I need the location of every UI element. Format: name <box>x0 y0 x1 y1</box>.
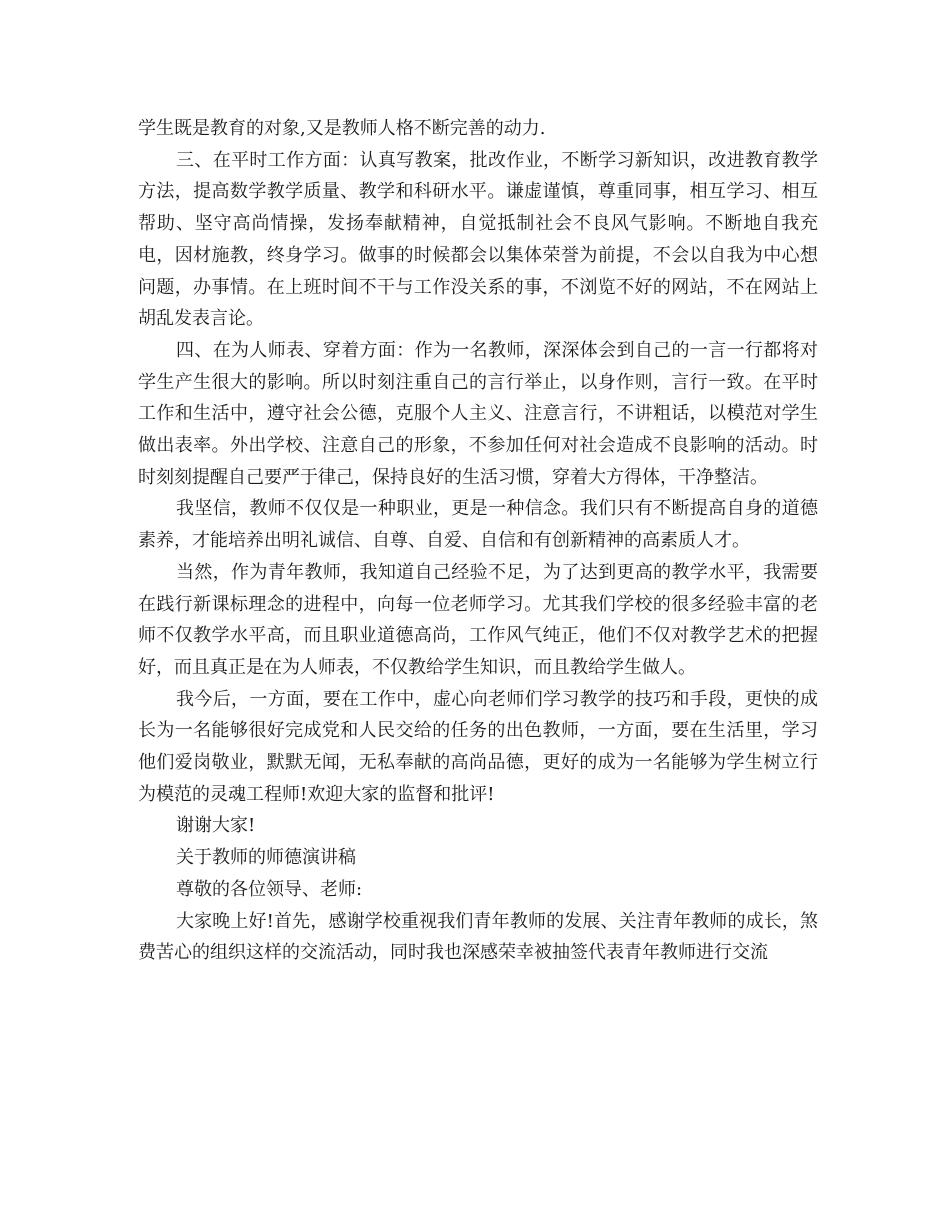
paragraph-10: 大家晚上好!首先，感谢学校重视我们青年教师的发展、关注青年教师的成长，煞费苦心的组织这样的交流活动，同时我也深感荣幸被抽签代表青年教师进行交流 <box>138 910 818 964</box>
paragraph-4: 我坚信，教师不仅仅是一种职业，更是一种信念。我们只有不断提高自身的道德素养，才能培养出明礼诚信、自尊、自爱、自信和有创新精神的高素质人才。 <box>138 498 818 552</box>
paragraph-3: 四、在为人师表、穿着方面：作为一名教师，深深体会到自己的一言一行都将对学生产生很大的影响。所以时刻注重自己的言行举止，以身作则，言行一致。在平时工作和生活中，遵守社会公德，克服个人主义、注意言行，不讲粗话，以模范对学生做出表率。外出学校、注意自己的形象，不参加任何对社会造成不良影响的活动。时时刻刻提醒自己要严于律己，保持良好的生活习惯，穿着大方得体，干净整洁。 <box>138 339 818 488</box>
salutation: 尊敬的各位领导、老师: <box>176 878 363 900</box>
paragraph-7: 谢谢大家! <box>176 815 256 837</box>
section-title: 关于教师的师德演讲稿 <box>176 847 356 869</box>
paragraph-6: 我今后，一方面，要在工作中，虚心向老师们学习教学的技巧和手段，更快的成长为一名能够很好完成党和人民交给的任务的出色教师，一方面，要在生活里，学习他们爱岗敬业，默默无闻，无私奉献的高尚品德，更好的成为一名能够为学生树立行为模范的灵魂工程师!欢迎大家的监督和批评! <box>138 688 818 805</box>
document-body <box>138 113 818 969</box>
paragraph-5: 当然，作为青年教师，我知道自己经验不足，为了达到更高的教学水平，我需要在践行新课标理念的进程中，向每一位老师学习。尤其我们学校的很多经验丰富的老师不仅教学水平高，而且职业道德高尚，工作风气纯正，他们不仅对教学艺术的把握好，而且真正是在为人师表，不仅教给学生知识，而且教给学生做人。 <box>138 561 818 678</box>
paragraph-2: 三、在平时工作方面：认真写教案，批改作业，不断学习新知识，改进教育教学方法，提高数学教学质量、教学和科研水平。谦虚谨慎，尊重同事，相互学习、相互帮助、坚守高尚情操，发扬奉献精神，自觉抵制社会不良风气影响。不断地自我充电，因材施教，终身学习。做事的时候都会以集体荣誉为前提，不会以自我为中心想问题，办事情。在上班时间不干与工作没关系的事，不浏览不好的网站，不在网站上胡乱发表言论。 <box>138 149 818 330</box>
paragraph-1: 学生既是教育的对象,又是教师人格不断完善的动力. <box>138 118 546 139</box>
